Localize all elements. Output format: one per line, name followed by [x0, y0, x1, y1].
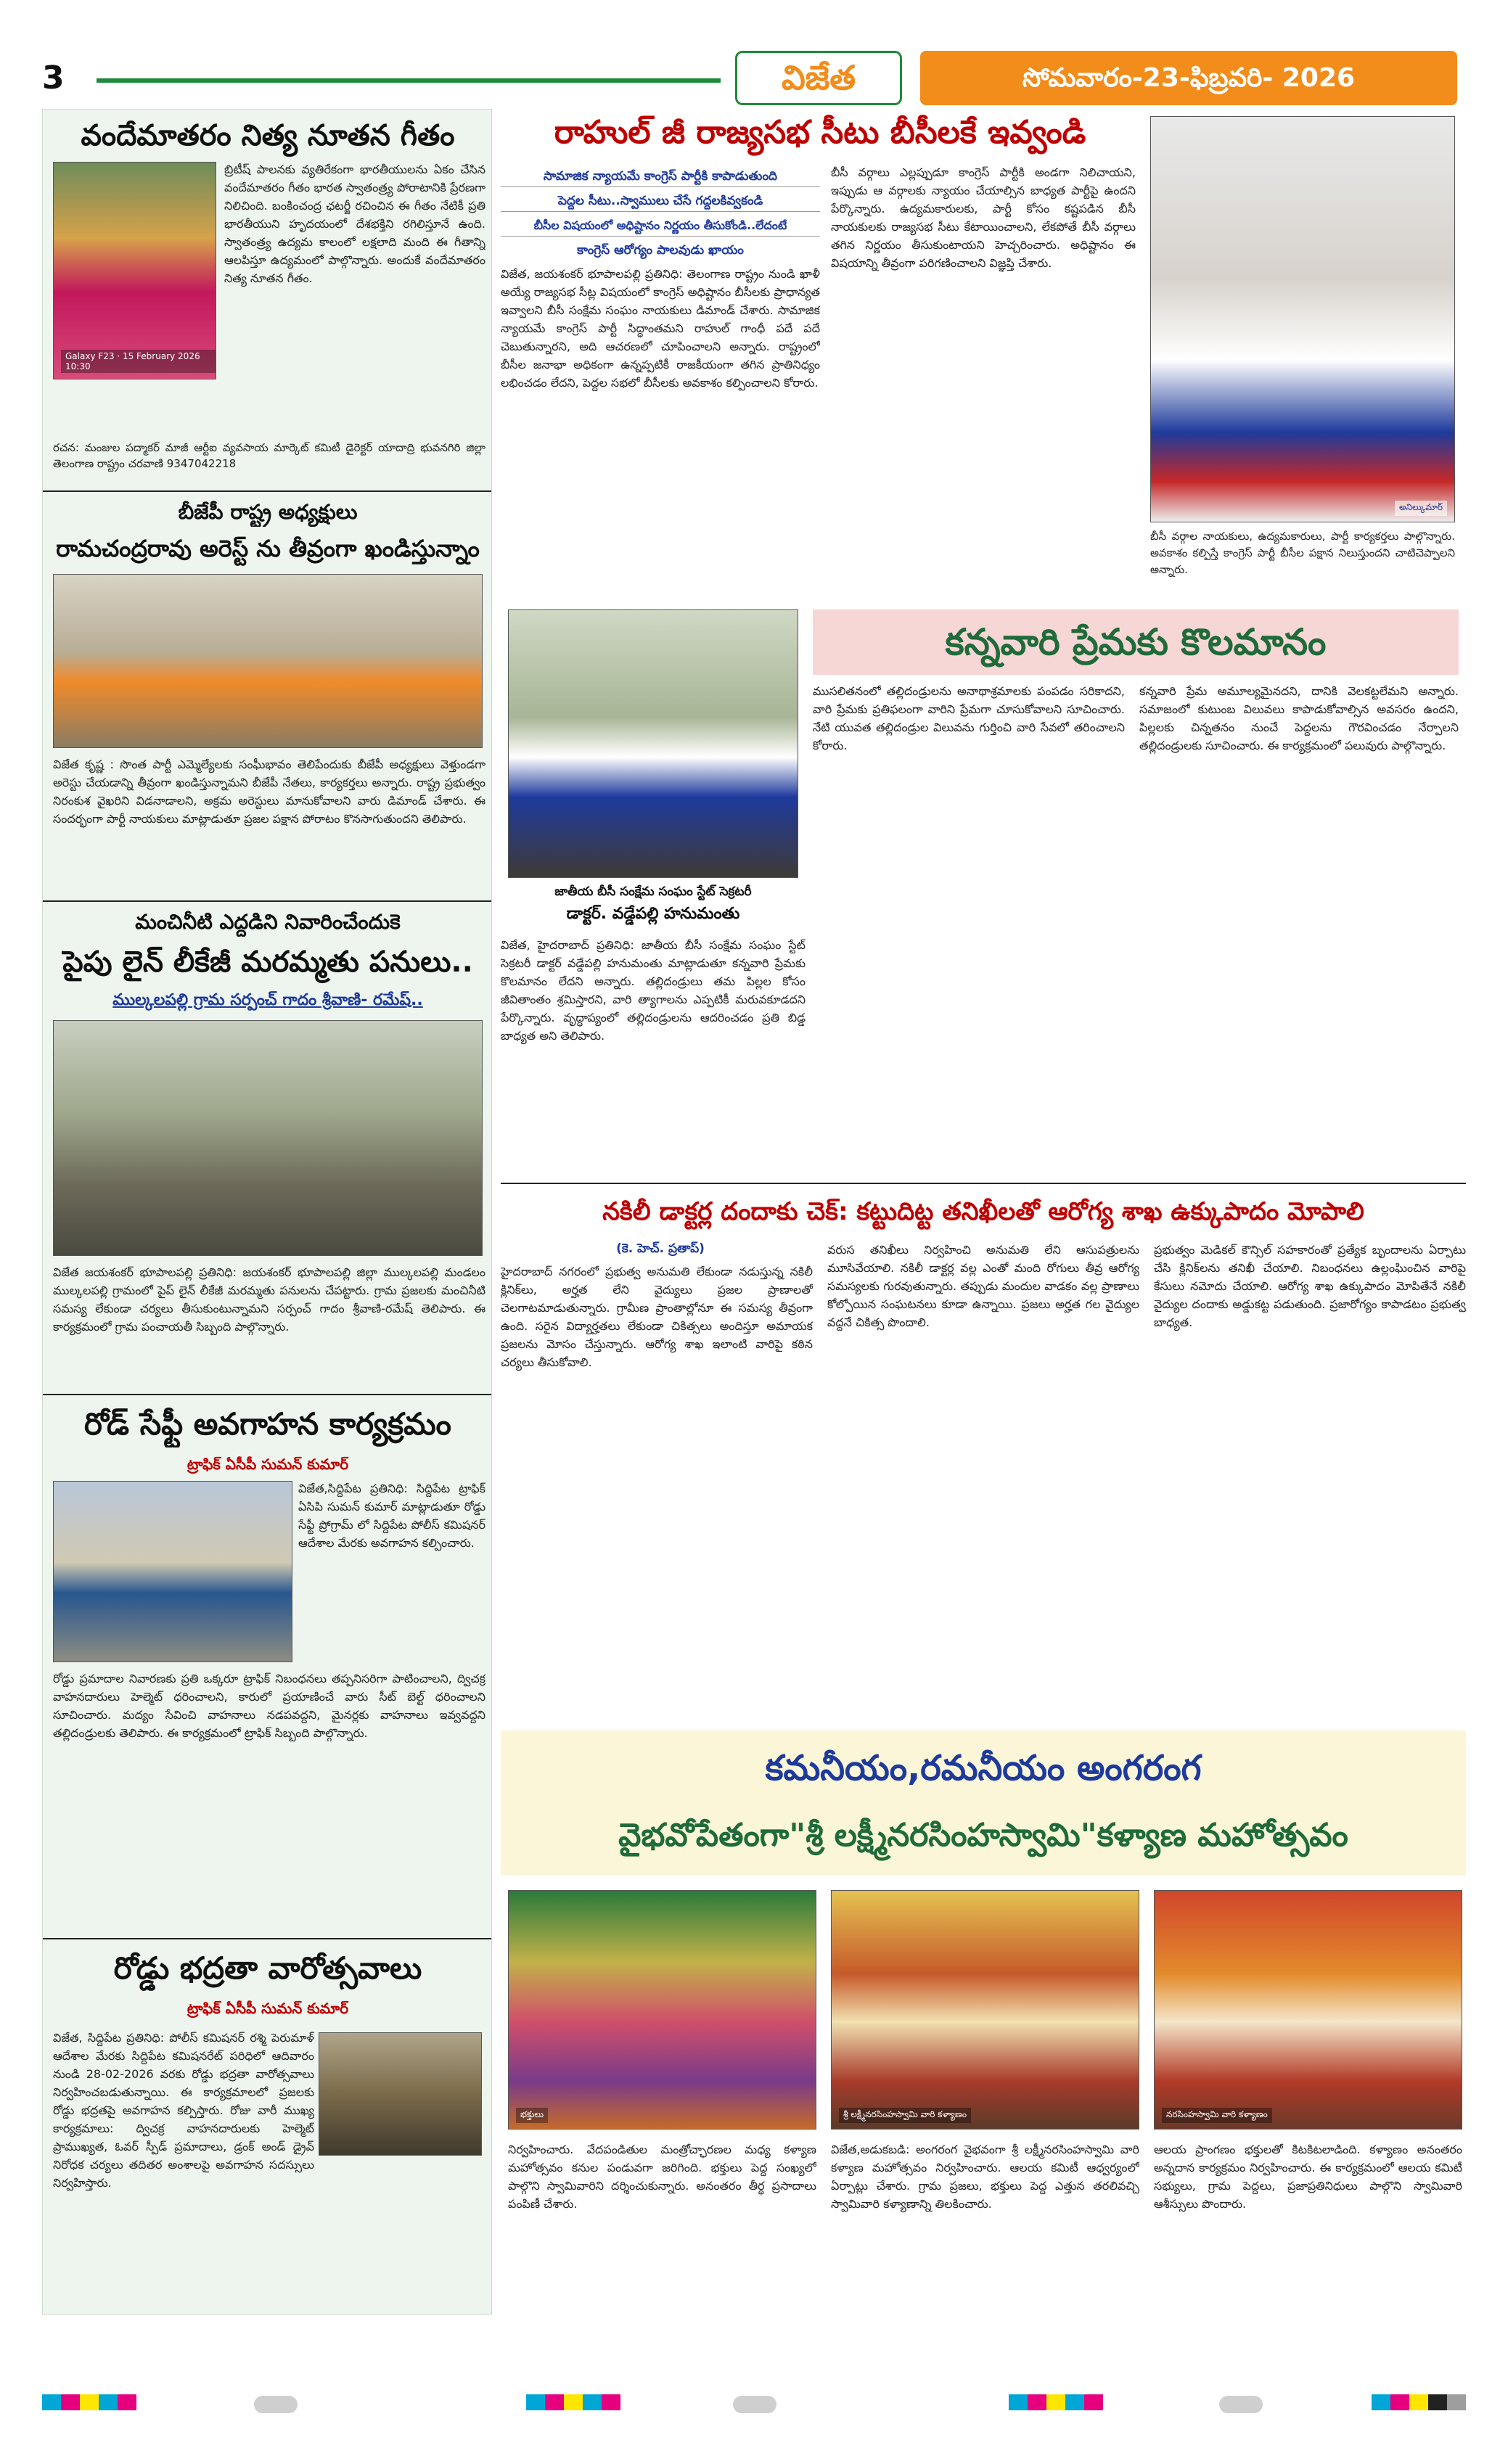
- divider: [43, 1394, 492, 1395]
- road-safety-byline: ట్రాఫిక్ ఏసీపీ సుమన్ కుమార్: [187, 1455, 349, 1473]
- photo-label: నరసింహస్వామి వారి కళ్యాణం: [1162, 2108, 1272, 2123]
- pipeline-title: పైపు లైన్ లీకేజీ మరమ్మతు పనులు..: [62, 945, 473, 979]
- pipeline-photo: [53, 1020, 483, 1256]
- mother-title-banner: [813, 609, 1459, 675]
- mother-text-1: విజేత, హైదరాబాద్ ప్రతినిధి: జాతీయ బీసీ సంక్షేమ సంఘం స్టేట్ సెక్రటరీ డాక్టర్ వడ్డేపల్లి హనుమంతు మాట్లాడుతూ కన్నవారి ప్రేమకు కొలమానం లేదని అన్నారు. తల్లిదండ్రులు తమ పిల్లల కోసం జీవితాంతం శ్రమిస్తారని, వారి త్యాగాలను ఎప్పటికీ మరువకూడదని పేర్కొన్నారు. వృద్ధాప్యంలో తల్లిదండ్రులను ఆదరించడం ప్రతి బిడ్డ బాధ్యత అని తెలిపారు.: [501, 938, 806, 1043]
- kalyanam-photo-1: [508, 1890, 816, 2130]
- kalyanam-title-2: వైభవోపేతంగా"శ్రీ లక్ష్మీనరసింహస్వామి"కళ్యాణ మహోత్సవం: [618, 1817, 1348, 1854]
- kalyanam-text-2: విజేత,అడుకబడి: అంగరంగ వైభవంగా శ్రీ లక్ష్మీనరసింహస్వామి వారి కళ్యాణ మహోత్సవం నిర్వహించారు. ఆలయ కమిటీ ఆధ్వర్యంలో ఏర్పాట్లు చేశారు. గ్రామ ప్రజలు, భక్తులు పెద్ద ఎత్తున తరలివచ్చి స్వామివారి కళ్యాణాన్ని తిలకించారు.: [831, 2143, 1139, 2211]
- mother-photo-caption-2: డాక్టర్. వడ్డేపల్లి హనుమంతు: [566, 905, 740, 923]
- bjp-title: రామచంద్రరావు అరెస్ట్ ను తీవ్రంగా ఖండిస్తున్నాం: [56, 535, 480, 562]
- doctors-story: [501, 1190, 1466, 1720]
- registration-oval-3: [1219, 2396, 1263, 2413]
- kalyanam-text-1: నిర్వహించారు. వేదపండితుల మంత్రోచ్ఛారణల మధ్య కళ్యాణ మహోత్సవం కనుల పండువగా జరిగింది. భక్తులు పెద్ద సంఖ్యలో పాల్గొని స్వామివారిని దర్శించుకున్నారు. అనంతరం తీర్థ ప్రసాదాలు పంపిణీ చేశారు.: [508, 2143, 816, 2211]
- road-safety-text: రోడ్డు ప్రమాదాల నివారణకు ప్రతి ఒక్కరూ ట్రాఫిక్ నిబంధనలు తప్పనిసరిగా పాటించాలని, ద్విచక్ర వాహనదారులు హెల్మెట్ ధరించాలని, కారులో ప్రయాణించే వారు సీట్ బెల్ట్ ధరించాలని సూచించారు. మద్యం సేవించి వాహనాలు నడపవద్దని, మైనర్లకు వాహనాలు ఇవ్వవద్దని తల్లిదండ్రులకు తెలిపారు. ఈ కార్యక్రమంలో ట్రాఫిక్ సిబ్బంది పాల్గొన్నారు.: [53, 1672, 485, 1740]
- road-week-text: విజేత, సిద్దిపేట ప్రతినిధి: పోలీస్ కమిషనర్ రశ్మి పెరుమాళ్ ఆదేశాల మేరకు సిద్దిపేట కమిషనరేట్ పరిధిలో ఆదివారం నుండి 28-02-2026 వరకు రోడ్డు భద్రతా వారోత్సవాలు నిర్వహించబడుతున్నాయి. ఈ కార్యక్రమాలలో ప్రజలకు రోడ్డు భద్రతపై అవగాహన కల్పిస్తారు. రోజు వారీ ముఖ్య కార్యక్రమాలు: ద్విచక్ర వాహనదారులకు హెల్మెట్ ప్రాముఖ్యత, ఓవర్ స్పీడ్ ప్రమాదాలు, డ్రంక్ అండ్ డ్రైవ్ నిరోధక చర్యలు తదితర అంశాలపై అవగాహన సదస్సులు నిర్వహిస్తారు.: [53, 2031, 314, 2190]
- mother-photo: [508, 609, 798, 878]
- doctors-text-1: హైదరాబాద్ నగరంలో ప్రభుత్వ అనుమతి లేకుండా నడుస్తున్న నకిలీ క్లినిక్‌లు, అర్హత లేని వైద్యులు ప్రజల ప్రాణాలతో చెలగాటమాడుతున్నారు. గ్రామీణ ప్రాంతాల్లోనూ ఈ సమస్య తీవ్రంగా ఉంది. సరైన విద్యార్హతలు లేకుండా చికిత్సలు అందిస్తూ అమాయక ప్రజలను మోసం చేస్తున్నారు. ఆరోగ్య శాఖ ఇలాంటి వారిపై కఠిన చర్యలు తీసుకోవాలి.: [501, 1265, 813, 1369]
- divider: [43, 1938, 492, 1939]
- lead-text-1: విజేత, జయశంకర్ భూపాలపల్లి ప్రతినిధి: తెలంగాణ రాష్ట్రం నుండి ఖాళీ అయ్యే రాజ్యసభ సీట్ల విషయంలో కాంగ్రెస్ అధిష్టానం బీసీలకు ప్రాధాన్యత ఇవ్వాలని బీసీ సంక్షేమ సంఘం నాయకులు డిమాండ్ చేశారు. సామాజిక న్యాయమే కాంగ్రెస్ పార్టీ సిద్ధాంతమని రాహుల్ గాంధీ పదే పదే చెబుతున్నారని, అది ఆచరణలో చూపించాలని అన్నారు. రాష్ట్రంలో బీసీల జనాభా అధికంగా ఉన్నప్పటికీ రాజకీయంగా తగిన ప్రాతినిధ్యం లభించడం లేదని, పెద్దల సభలో బీసీలకు అవకాశం కల్పించాలని కోరారు.: [501, 267, 820, 390]
- mother-text-2: ముసలితనంలో తల్లిదండ్రులను అనాథాశ్రమాలకు పంపడం సరికాదని, వారి ప్రేమకు ప్రతిఫలంగా వారిని ప్రేమగా చూసుకోవాలని సూచించారు. నేటి యువత తల్లిదండ్రుల విలువను గుర్తించి వారి సేవలో తరించాలని కోరారు.: [813, 684, 1125, 752]
- registration-oval-2: [733, 2396, 776, 2413]
- vandemataram-text: బ్రిటీష్ పాలనకు వ్యతిరేకంగా భారతీయులను ఏకం చేసిన వందేమాతరం గీతం భారత స్వాతంత్ర్య పోరాటానికి ప్రేరణగా నిలిచింది. బంకించంద్ర ఛటర్జీ రచించిన ఈ గీతం నేటికీ ప్రతి భారతీయుని హృదయంలో దేశభక్తిని రగిలిస్తూనే ఉంది. స్వాతంత్ర్య ఉద్యమ కాలంలో లక్షలాది మంది ఈ గీతాన్ని ఆలపిస్తూ ఉద్యమంలో పాల్గొన్నారు. అందుకే వందేమాతరం నిత్య నూతన గీతం.: [224, 163, 485, 285]
- registration-marks-2: [526, 2394, 642, 2416]
- masthead-logo: [735, 51, 902, 105]
- bjp-text: విజేత కృష్ణ : సొంత పార్టీ ఎమ్మెల్యేలకు సంఘీభావం తెలిపేందుకు బీజేపీ అధ్యక్షులు వెళ్తుండగా అరెస్టు చేయడాన్ని తీవ్రంగా ఖండిస్తున్నామని బీజేపీ నేతలు, కార్యకర్తలు అన్నారు. రాష్ట్ర ప్రభుత్వం నిరంకుశ వైఖరిని విడనాడాలని, అక్రమ అరెస్టులు మానుకోవాలని వారు డిమాండ్ చేశారు. ఈ సందర్భంగా పార్టీ నాయకులు మాట్లాడుతూ ప్రజల పక్షాన పోరాటం కొనసాగుతుందని తెలిపారు.: [53, 757, 485, 826]
- date-line: సోమవారం-23-ఫిబ్రవరి- 2026: [1022, 63, 1356, 93]
- lead-photo: [1150, 116, 1455, 522]
- doctors-title: నకిలీ డాక్టర్ల దందాకు చెక్: కట్టుదిట్ట తనిఖీలతో ఆరోగ్య శాఖ ఉక్కుపాదం మోపాలి: [602, 1197, 1364, 1226]
- kalyanam-title-1: కమనీయం,రమనీయం అంగరంగ: [765, 1748, 1202, 1789]
- doctors-byline: (కె. హెచ్. ప్రతాప్): [616, 1241, 705, 1256]
- page-number: 3: [42, 59, 65, 96]
- kalyanam-photo-3: [1154, 1890, 1462, 2130]
- kalyanam-story: [501, 1730, 1466, 2315]
- lead-subhead-3: బీసీల విషయంలో అధిష్టానం నిర్ణయం తీసుకోండి..లేదంటే: [501, 215, 820, 237]
- logo-text: విజేత: [781, 58, 856, 97]
- vandemataram-author: రచన: మంజుల పద్మాకర్ మాజీ ఆర్టీఐ వ్యవసాయ మార్కెట్ కమిటీ డైరెక్టర్ యాదాద్రి భువనగిరి జిల్లా తెలంగాణ రాష్ట్రం చరవాణి 9347042218: [53, 441, 485, 470]
- divider: [501, 1183, 1466, 1184]
- road-safety-title: రోడ్ సేఫ్టీ అవగాహన కార్యక్రమం: [84, 1406, 451, 1442]
- lead-text-2: బీసీ వర్గాలు ఎల్లప్పుడూ కాంగ్రెస్ పార్టీకి అండగా నిలిచాయని, ఇప్పుడు ఆ వర్గాలకు న్యాయం చేయాల్సిన బాధ్యత పార్టీపై ఉందని పేర్కొన్నారు. ఉద్యమకారులకు, పార్టీ కోసం కష్టపడిన బీసీ నాయకులకు రాజ్యసభ సీటు కేటాయించాలని, లేకపోతే బీసీ వర్గాలు తగిన నిర్ణయం తీసుకుంటాయని హెచ్చరించారు. అధిష్టానం ఈ విషయాన్ని తీవ్రంగా పరిగణించాలని విజ్ఞప్తి చేశారు.: [831, 165, 1136, 270]
- lead-photo-text: బీసీ వర్గాల నాయకులు, ఉద్యమకారులు, పార్టీ కార్యకర్తలు పాల్గొన్నారు. అవకాశం కల్పిస్తే కాంగ్రెస్ పార్టీ బీసీల పక్షాన నిలుస్తుందని చాటిచెప్పాలని అన్నారు.: [1150, 530, 1455, 576]
- vandemataram-title: వందేమాతరం నిత్య నూతన గీతం: [81, 119, 455, 152]
- road-week-title: రోడ్డు భద్రతా వారోత్సవాలు: [113, 1950, 422, 1986]
- road-safety-photo: [53, 1481, 292, 1662]
- registration-marks-1: [42, 2394, 158, 2416]
- masthead: [42, 51, 1457, 105]
- mother-story: [501, 595, 1466, 1175]
- road-week-photo: [319, 2032, 482, 2156]
- divider: [43, 900, 492, 902]
- masthead-left-bar: [97, 78, 721, 83]
- lead-subhead-1: సామాజిక న్యాయమే కాంగ్రెస్ పార్టీకి కాపాడుతుంది: [501, 165, 820, 187]
- lead-subhead-2: పెద్దల సీటు..స్వాములు చేసే గద్దలకివ్వకండి: [501, 190, 820, 212]
- lead-story: [501, 109, 1466, 588]
- lead-title: రాహుల్ జీ రాజ్యసభ సీటు బీసీలకే ఇవ్వండి: [554, 114, 1086, 151]
- mother-text-3: కన్నవారి ప్రేమ అమూల్యమైనదని, దానికి వెలకట్టలేమని అన్నారు. సమాజంలో కుటుంబ విలువలు కాపాడుకోవాల్సిన అవసరం ఉందని, పిల్లలకు చిన్నతనం నుంచే పెద్దలను గౌరవించడం నేర్పాలని తల్లిదండ్రులకు సూచించారు. ఈ కార్యక్రమంలో పలువురు పాల్గొన్నారు.: [1139, 684, 1459, 752]
- vandemataram-photo: [53, 162, 216, 379]
- kalyanam-banner: [501, 1730, 1466, 1876]
- registration-oval-1: [254, 2396, 298, 2413]
- doctors-text-2: వరుస తనిఖీలు నిర్వహించి అనుమతి లేని ఆసుపత్రులను మూసివేయాలి. నకిలీ డాక్టర్ల వల్ల ఎంతో మంది రోగులు తీవ్ర ఆరోగ్య సమస్యలకు గురవుతున్నారు. తప్పుడు మందుల వాడకం వల్ల ప్రాణాలు కోల్పోయిన సంఘటనలు కూడా ఉన్నాయి. ప్రజలు అర్హత గల వైద్యుల వద్దనే చికిత్స పొందాలి.: [827, 1243, 1139, 1329]
- masthead-date-box: [920, 51, 1457, 105]
- road-week-byline: ట్రాఫిక్ ఏసీపీ సుమన్ కుమార్: [187, 2000, 349, 2017]
- left-column: [42, 109, 492, 2315]
- divider: [43, 490, 492, 492]
- registration-marks-4: [1372, 2394, 1488, 2416]
- bjp-kicker: బీజేపీ రాష్ట్ర అధ్యక్షులు: [178, 500, 358, 524]
- doctors-text-3: ప్రభుత్వం మెడికల్ కౌన్సిల్ సహకారంతో ప్రత్యేక బృందాలను ఏర్పాటు చేసి క్లినిక్‌లను తనిఖీ చేయాలి. నిబంధనలు ఉల్లంఘించిన వారిపై కేసులు నమోదు చేయాలి. ఆరోగ్య శాఖ ఉక్కుపాదం మోపితేనే నకిలీ వైద్యుల దందాకు అడ్డుకట్ట పడుతుంది. ప్రజారోగ్యం కాపాడటం ప్రభుత్వ బాధ్యత.: [1154, 1243, 1466, 1329]
- pipeline-text: విజేత జయశంకర్ భూపాలపల్లి ప్రతినిధి: జయశంకర్ భూపాలపల్లి జిల్లా ముల్కలపల్లి మండలం ముల్కలపల్లి గ్రామంలో పైప్ లైన్ లీకేజీ మరమ్మతు పనులను చేపట్టారు. గ్రామ ప్రజలకు మంచినీటి సమస్య లేకుండా చర్యలు తీసుకుంటున్నామని సర్పంచ్ గాదం శ్రీవాణి-రమేష్ తెలిపారు. ఈ కార్యక్రమంలో గ్రామ పంచాయతీ సిబ్బంది పాల్గొన్నారు.: [53, 1265, 485, 1334]
- kalyanam-photo-2: [831, 1890, 1139, 2130]
- bjp-photo: [53, 574, 483, 748]
- photo-watermark: Galaxy F23 · 15 February 2026 10:30: [61, 350, 216, 373]
- photo-tag: అనిల్కుమార్: [1395, 501, 1447, 516]
- kalyanam-text-3: ఆలయ ప్రాంగణం భక్తులతో కిటకిటలాడింది. కళ్యాణం అనంతరం అన్నదాన కార్యక్రమం నిర్వహించారు. ఈ కార్యక్రమంలో ఆలయ కమిటీ సభ్యులు, గ్రామ పెద్దలు, ప్రజాప్రతినిధులు పాల్గొని స్వామివారి ఆశీస్సులు పొందారు.: [1154, 2143, 1462, 2211]
- photo-label: భక్తులు: [516, 2108, 548, 2123]
- mother-title: కన్నవారి ప్రేమకు కొలమానం: [945, 621, 1327, 663]
- pipeline-subtitle: ముల్కలపల్లి గ్రామ సర్పంచ్ గాదం శ్రీవాణి- రమేష్..: [112, 991, 423, 1009]
- road-safety-side-text: విజేత,సిద్దిపేట ప్రతినిధి: సిద్దిపేట ట్రాఫిక్ ఏసిపి సుమన్ కుమార్ మాట్లాడుతూ రోడ్డు సేఫ్టీ ప్రోగ్రామ్ లో సిద్దిపేట పోలీస్ కమిషనర్ ఆదేశాల మేరకు అవగాహన కల్పించారు.: [298, 1482, 485, 1550]
- registration-marks-3: [1009, 2394, 1125, 2416]
- photo-label: శ్రీ లక్ష్మీనరసింహస్వామి వారి కళ్యాణం: [839, 2108, 971, 2123]
- lead-subhead-4: కాంగ్రెస్ ఆరోగ్యం పాలవుడు ఖాయం: [577, 243, 744, 258]
- mother-photo-caption-1: జాతీయ బీసీ సంక్షేమ సంఘం స్టేట్ సెక్రటరీ: [554, 884, 752, 899]
- pipeline-kicker: మంచినీటి ఎద్దడిని నివారించేందుకె: [135, 910, 401, 934]
